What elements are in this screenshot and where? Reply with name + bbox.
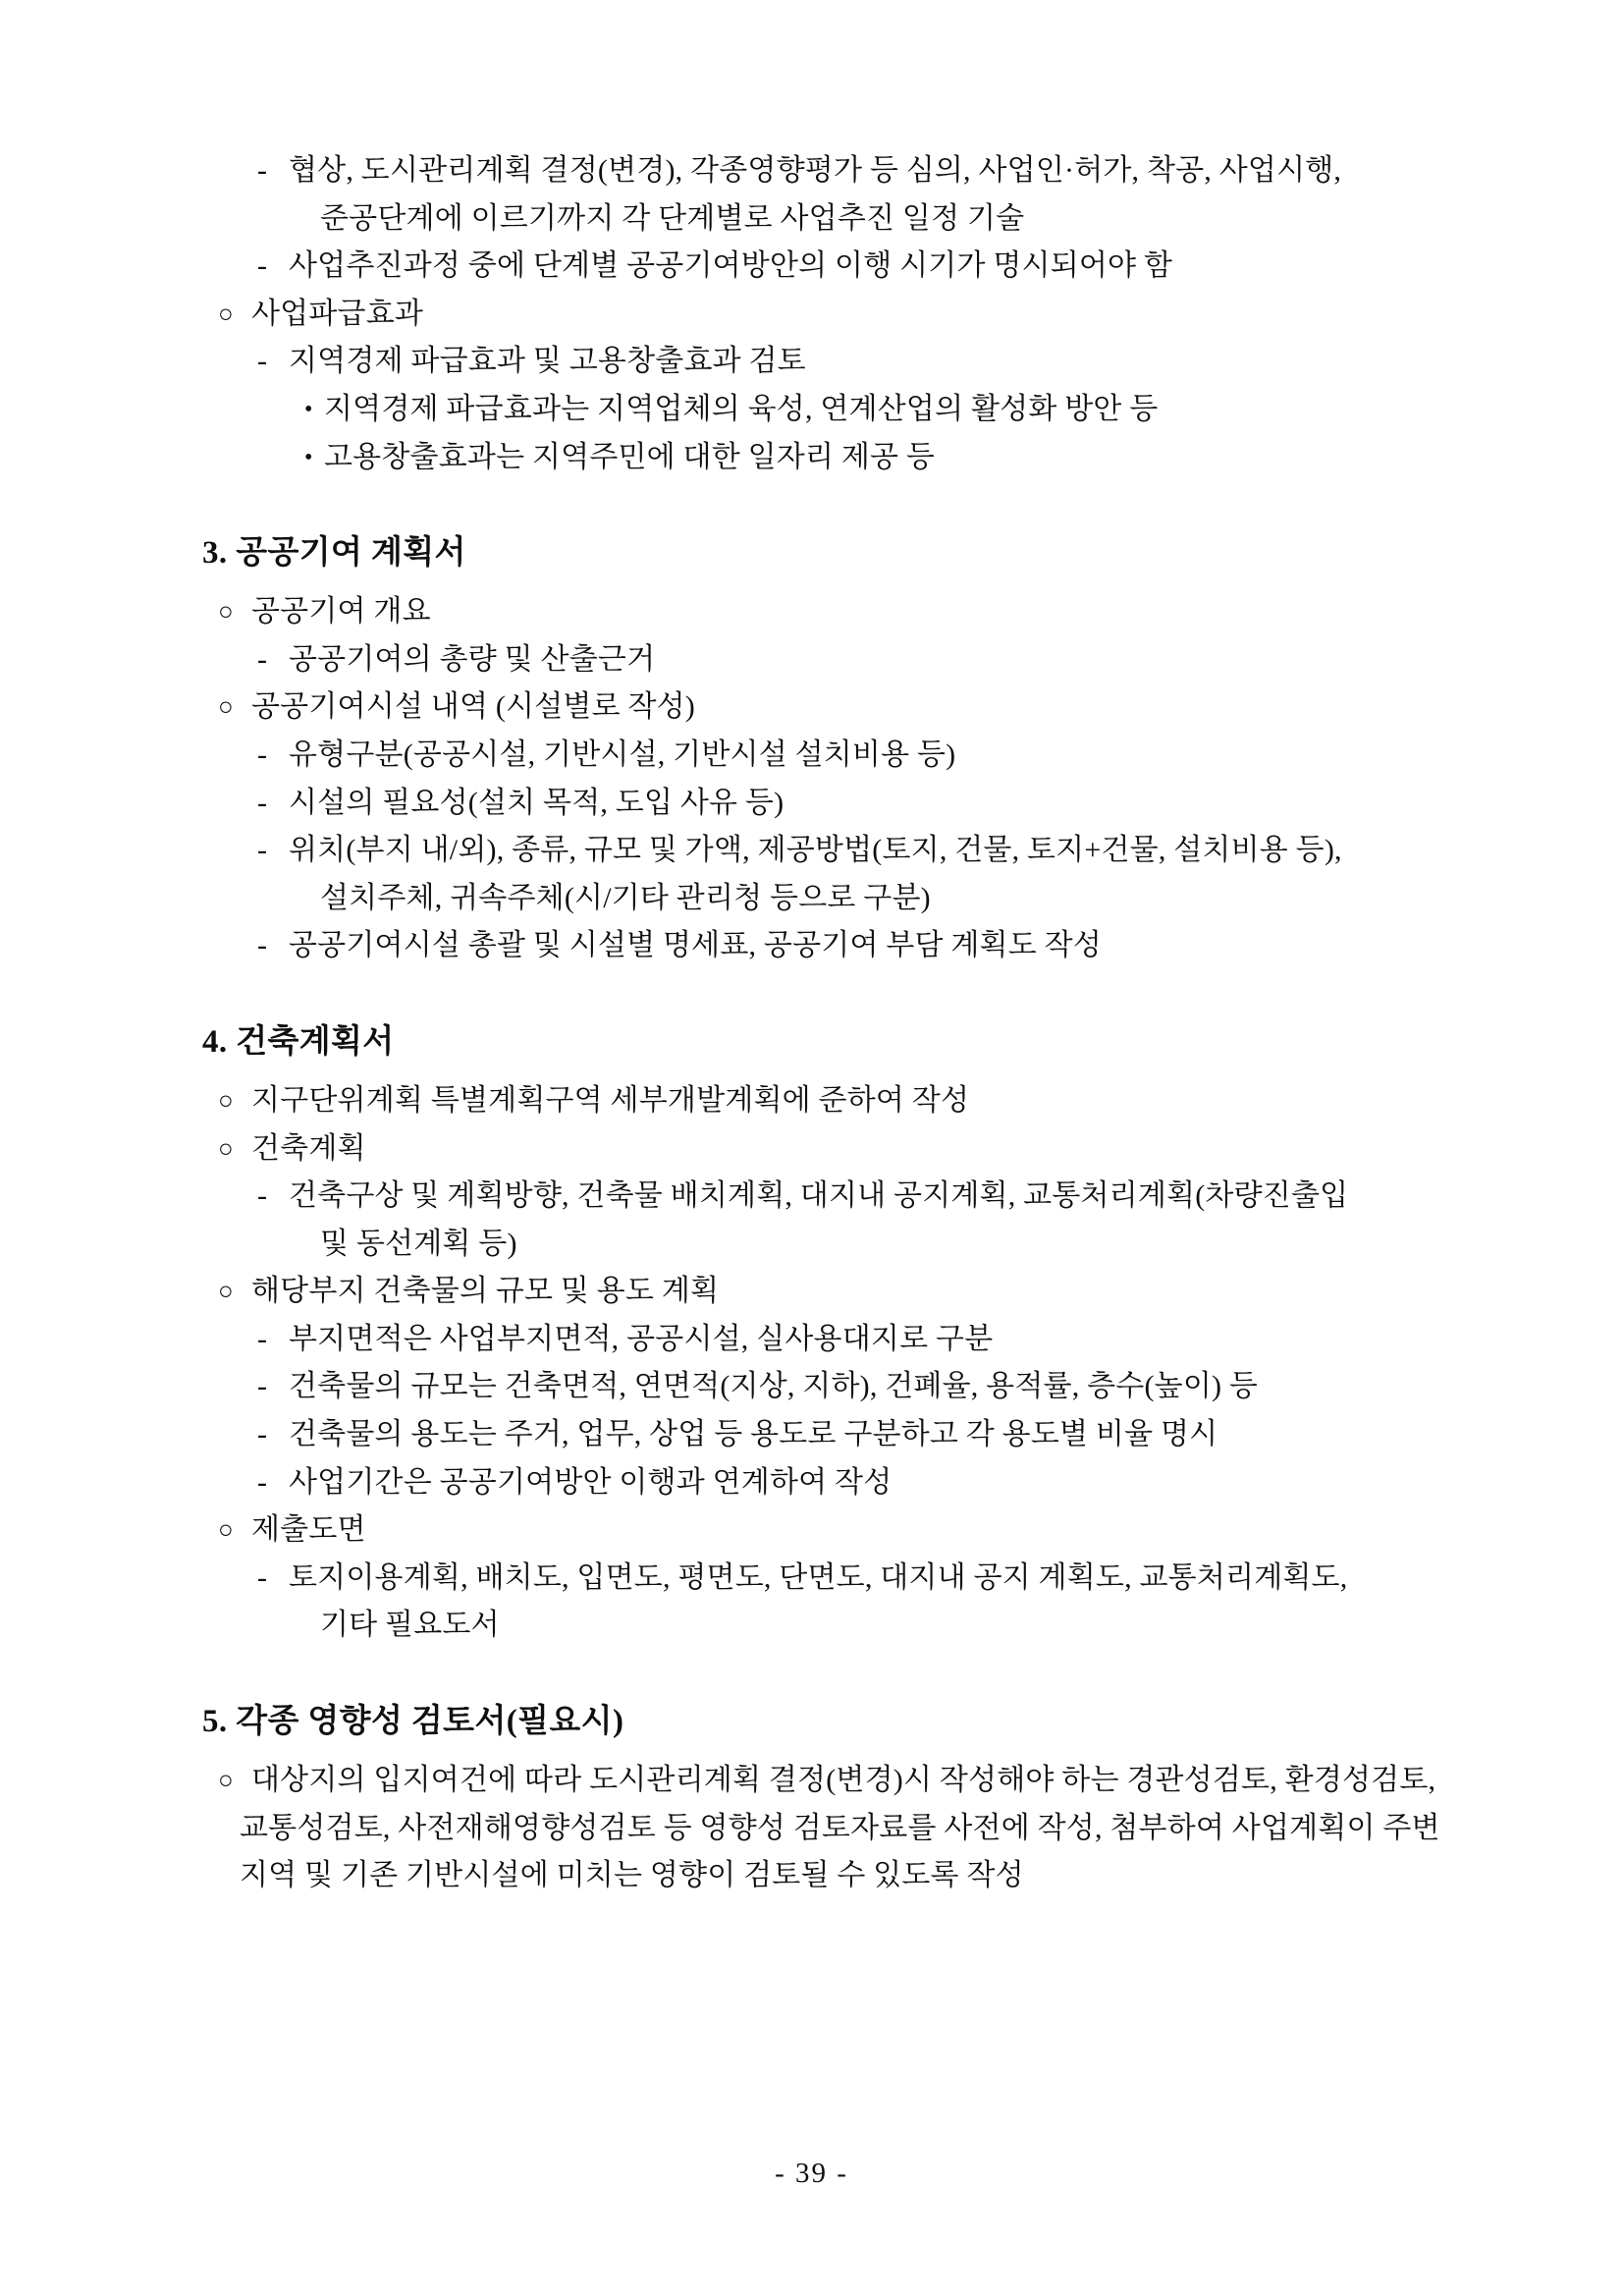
bullet-text: 위치(부지 내/외), 종류, 규모 및 가액, 제공방법(토지, 건물, 토지+건물, 설치비용 등),: [289, 834, 1342, 867]
bullet-text: 지역경제 파급효과 및 고용창출효과 검토: [289, 345, 806, 378]
bullet-item-dash: [257, 1173, 1456, 1268]
bullet-text: 사업추진과정 중에 단계별 공공기여방안의 이행 시기가 명시되어야 함: [289, 249, 1173, 283]
bullet-item-dot: [304, 434, 1456, 482]
bullet-marker: •: [304, 396, 313, 422]
bullet-text: 공공기여시설 총괄 및 시설별 명세표, 공공기여 부담 계획도 작성: [289, 929, 1102, 962]
bullet-text: 대상지의 입지여건에 따라 도시관리계획 결정(변경)시 작성해야 하는 경관성검토, 환: [251, 1764, 1314, 1797]
bullet-marker: ○: [218, 597, 234, 627]
bullet-marker: -: [257, 1322, 268, 1355]
bullet-text: 건축물의 용도는 주거, 업무, 상업 등 용도로 구분하고 각 용도별 비율 명시: [289, 1418, 1218, 1451]
bullet-text: 건축계획: [251, 1131, 366, 1165]
bullet-text: 사업기간은 공공기여방안 이행과 연계하여 작성: [289, 1465, 893, 1499]
section-heading: 4. 건축계획서: [202, 1023, 395, 1060]
bullet-item-dash: [257, 1363, 1456, 1411]
bullet-marker: -: [257, 1370, 268, 1403]
bullet-marker: -: [257, 1465, 268, 1499]
bullet-text: 해당부지 건축물의 규모 및 용도 계획: [251, 1275, 720, 1308]
bullet-item-dash: [257, 1459, 1456, 1507]
bullet-item-dash: [257, 636, 1456, 684]
document-body: [196, 147, 1456, 1900]
bullet-item-circle: [218, 1757, 1456, 1900]
bullet-marker: ○: [218, 1277, 234, 1306]
bullet-text: 지구단위계획 특별계획구역 세부개발계획에 준하여 작성: [251, 1083, 970, 1117]
bullet-item-circle: [218, 1506, 1456, 1555]
bullet-item-dot: [304, 386, 1456, 434]
bullet-marker: ○: [218, 1515, 234, 1545]
bullet-item-circle: [218, 1268, 1456, 1316]
bullet-item-circle: [218, 588, 1456, 636]
bullet-marker: -: [257, 345, 268, 378]
bullet-text-continued: 준공단계에 이르기까지 각 단계별로 사업추진 일정 기술: [320, 201, 1025, 235]
bullet-item-circle: [218, 1125, 1456, 1174]
bullet-text: 공공기여 개요: [251, 595, 431, 629]
bullet-item-dash: [257, 780, 1456, 828]
bullet-marker: -: [257, 1418, 268, 1451]
bullet-item-dash: [257, 147, 1456, 243]
bullet-item-dash: [257, 732, 1456, 780]
bullet-item-dash: [257, 1411, 1456, 1459]
bullet-marker: -: [257, 1179, 268, 1213]
section-heading: 3. 공공기여 계획서: [202, 535, 466, 572]
bullet-text: 건축물의 규모는 건축면적, 연면적(지상, 지하), 건폐율, 용적률, 층수(높이) 등: [289, 1370, 1259, 1403]
bullet-text: 유형구분(공공시설, 기반시설, 기반시설 설치비용 등): [289, 738, 956, 771]
bullet-text: 공공기여시설 내역 (시설별로 작성): [251, 690, 695, 724]
bullet-text: 협상, 도시관리계획 결정(변경), 각종영향평가 등 심의, 사업인·허가, 착공, 사업시행,: [289, 154, 1342, 187]
bullet-marker: -: [257, 786, 268, 819]
bullet-text: 지역경제 파급효과는 지역업체의 육성, 연계산업의 활성화 방안 등: [324, 392, 1159, 425]
bullet-marker: -: [257, 929, 268, 962]
bullet-text-continued: 기타 필요도서: [320, 1609, 500, 1642]
bullet-item-dash: [257, 243, 1456, 291]
bullet-text-continued-2: 여 사업계획이 주변 지역 및 기존 기반시설에 미치는 영향이 검토될 수 있도록 작성: [240, 1811, 1440, 1892]
bullet-text: 토지이용계획, 배치도, 입면도, 평면도, 단면도, 대지내 공지 계획도, 교통처리계획도,: [289, 1560, 1348, 1594]
bullet-marker: -: [257, 738, 268, 771]
bullet-item-dash: [257, 922, 1456, 970]
bullet-marker: ○: [218, 299, 234, 328]
bullet-item-circle: [218, 291, 1456, 339]
bullet-marker: -: [257, 1560, 268, 1594]
bullet-text: 제출도면: [251, 1513, 366, 1547]
bullet-marker: •: [304, 444, 313, 470]
bullet-item-circle: [218, 683, 1456, 732]
bullet-marker: -: [257, 154, 268, 187]
bullet-marker: ○: [218, 1766, 234, 1795]
bullet-text-continued: 설치주체, 귀속주체(시/기타 관리청 등으로 구분): [320, 881, 931, 914]
bullet-text-continued: 및 동선계획 등): [320, 1227, 517, 1260]
bullet-item-dash: [257, 1555, 1456, 1650]
bullet-marker: -: [257, 642, 268, 676]
section-heading: 5. 각종 영향성 검토서(필요시): [202, 1704, 624, 1740]
bullet-text: 건축구상 및 계획방향, 건축물 배치계획, 대지내 공지계획, 교통처리계획(차량진출입: [289, 1179, 1349, 1213]
bullet-text: 부지면적은 사업부지면적, 공공시설, 실사용대지로 구분: [289, 1322, 994, 1355]
bullet-item-circle: [218, 1077, 1456, 1125]
bullet-marker: ○: [218, 1133, 234, 1163]
bullet-text: 시설의 필요성(설치 목적, 도입 사유 등): [289, 786, 784, 819]
bullet-text: 고용창출효과는 지역주민에 대한 일자리 제공 등: [324, 440, 936, 473]
bullet-marker: ○: [218, 692, 234, 722]
bullet-marker: -: [257, 249, 268, 283]
bullet-text: 공공기여의 총량 및 산출근거: [289, 642, 656, 676]
bullet-item-dash: [257, 827, 1456, 922]
bullet-marker: ○: [218, 1085, 234, 1115]
bullet-text: 사업파급효과: [251, 297, 424, 330]
bullet-item-dash: [257, 1316, 1456, 1364]
bullet-item-dash: [257, 338, 1456, 386]
bullet-marker: -: [257, 834, 268, 867]
bullet-text-continued: 경성검토, 교통성검토, 사전재해영향성검토 등 영향성 검토자료를 사전에 작성, 첨부하: [240, 1764, 1436, 1844]
page-number: - 39 -: [775, 2158, 848, 2189]
